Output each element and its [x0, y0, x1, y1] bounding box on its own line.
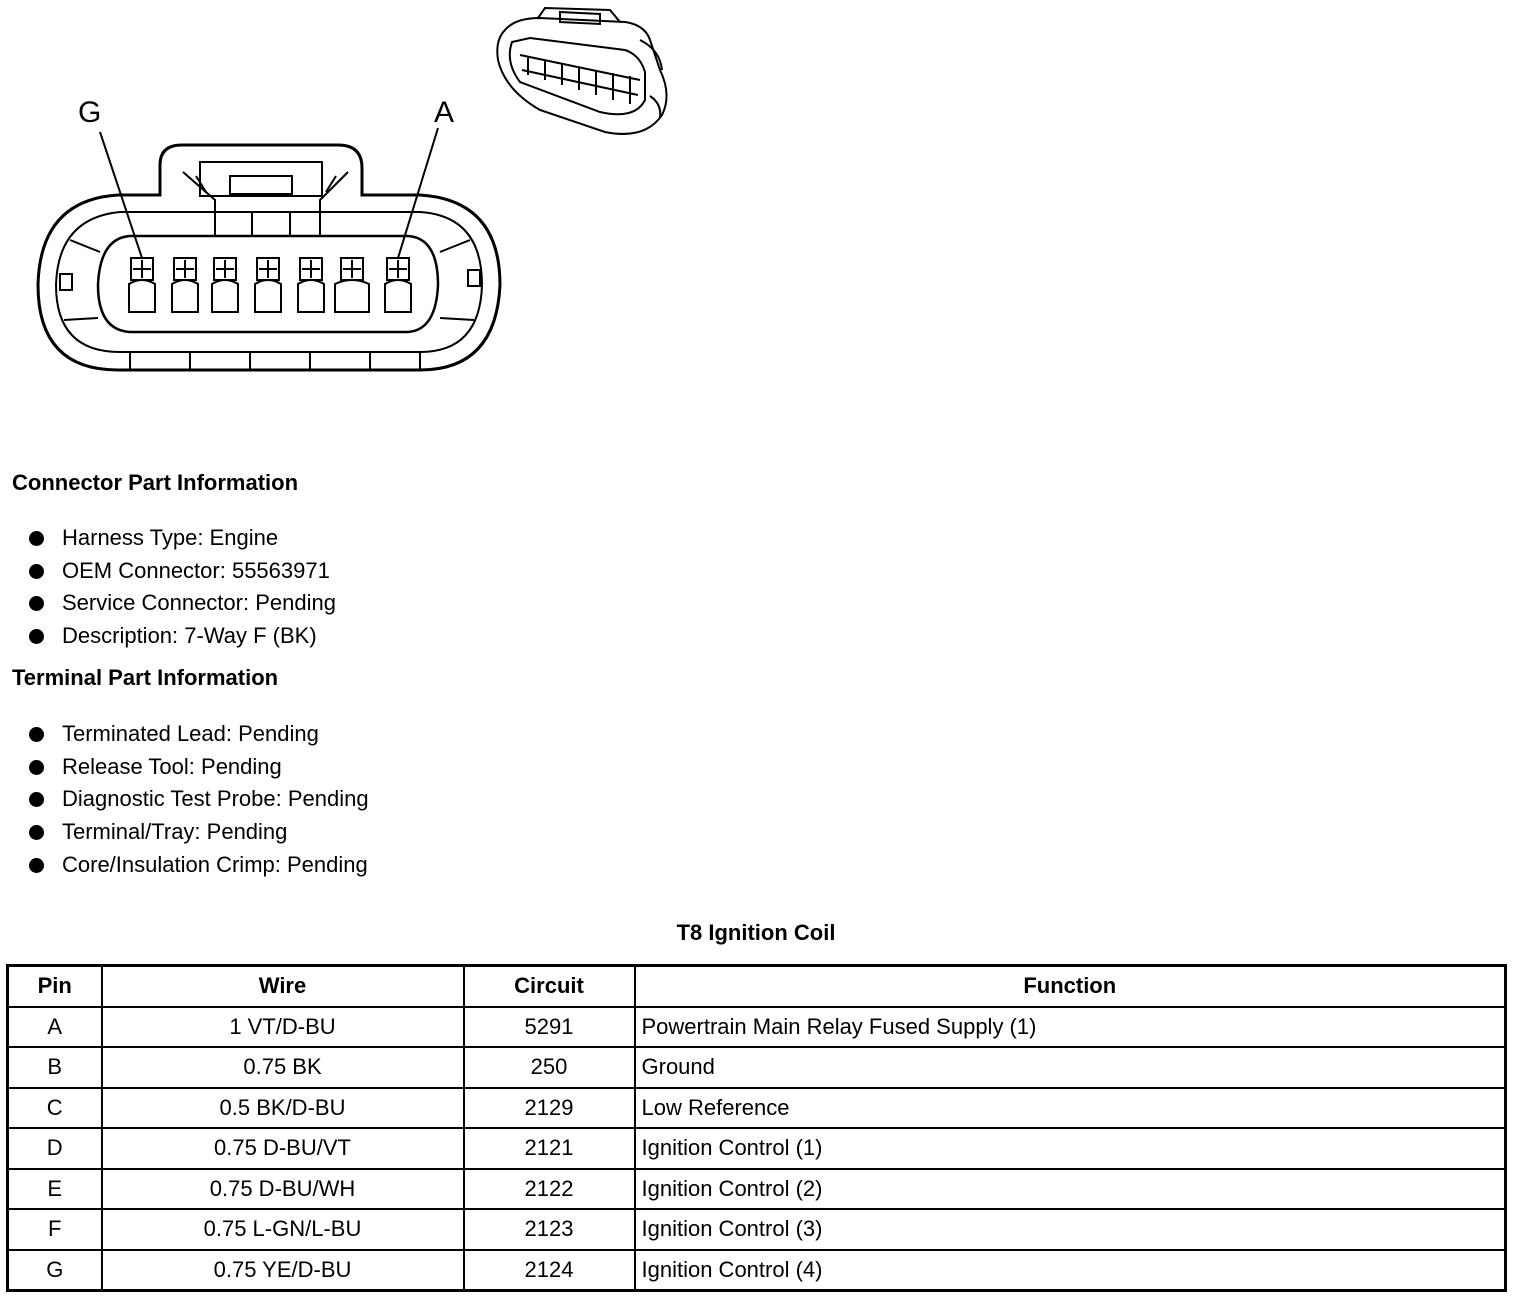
- connector-info-list: [28, 522, 336, 653]
- bullet-icon: [29, 760, 44, 775]
- pin-cavity: [255, 280, 281, 312]
- connector-isometric-view: [497, 8, 666, 134]
- list-item: Terminated Lead: Pending: [28, 718, 369, 751]
- bullet-icon: [29, 564, 44, 579]
- table-row: [8, 1047, 1506, 1088]
- cell-circuit: 2121: [464, 1128, 635, 1169]
- pin-terminal-mark: [389, 260, 407, 278]
- list-item: Service Connector: Pending: [28, 587, 336, 620]
- cell-wire: 0.75 L-GN/L-BU: [102, 1209, 464, 1250]
- table-row: [8, 1088, 1506, 1129]
- cell-circuit: 2123: [464, 1209, 635, 1250]
- bullet-icon: [29, 629, 44, 644]
- list-item: Release Tool: Pending: [28, 751, 369, 784]
- cell-wire: 0.5 BK/D-BU: [102, 1088, 464, 1129]
- pin-cavity: [129, 280, 155, 312]
- table-row: [8, 1209, 1506, 1250]
- cell-pin: G: [8, 1250, 102, 1291]
- terminal-info-list: [28, 718, 369, 881]
- cell-function: Ignition Control (1): [635, 1128, 1506, 1169]
- table-header-row: [8, 966, 1506, 1007]
- list-item: Terminal/Tray: Pending: [28, 816, 369, 849]
- column-header-wire: Wire: [102, 966, 464, 1007]
- cell-wire: 1 VT/D-BU: [102, 1007, 464, 1048]
- pin-label-a: A: [434, 96, 455, 129]
- terminal-info-title: Terminal Part Information: [12, 665, 279, 690]
- bullet-icon: [29, 727, 44, 742]
- pin-terminal-mark: [302, 260, 320, 278]
- cell-pin: B: [8, 1047, 102, 1088]
- pin-cavity: [172, 280, 198, 312]
- cell-function: Ignition Control (2): [635, 1169, 1506, 1210]
- column-header-circuit: Circuit: [464, 966, 635, 1007]
- cell-pin: F: [8, 1209, 102, 1250]
- list-item: Description: 7-Way F (BK): [28, 620, 336, 653]
- cell-circuit: 2129: [464, 1088, 635, 1129]
- cell-circuit: 5291: [464, 1007, 635, 1048]
- cell-function: Ground: [635, 1047, 1506, 1088]
- list-item: Diagnostic Test Probe: Pending: [28, 783, 369, 816]
- cell-circuit: 2124: [464, 1250, 635, 1291]
- table-row: [8, 1128, 1506, 1169]
- list-item: OEM Connector: 55563971: [28, 555, 336, 588]
- connector-face-diagram: [0, 0, 700, 400]
- column-header-pin: Pin: [8, 966, 102, 1007]
- pin-cavity: [298, 280, 324, 312]
- cell-pin: A: [8, 1007, 102, 1048]
- bullet-icon: [29, 531, 44, 546]
- bullet-icon: [29, 825, 44, 840]
- cell-function: Low Reference: [635, 1088, 1506, 1129]
- table-row: [8, 1169, 1506, 1210]
- list-item: Harness Type: Engine: [28, 522, 336, 555]
- cell-pin: C: [8, 1088, 102, 1129]
- cell-wire: 0.75 BK: [102, 1047, 464, 1088]
- cell-circuit: 250: [464, 1047, 635, 1088]
- bullet-icon: [29, 792, 44, 807]
- cell-circuit: 2122: [464, 1169, 635, 1210]
- cell-function: Powertrain Main Relay Fused Supply (1): [635, 1007, 1506, 1048]
- table-title: T8 Ignition Coil: [676, 920, 836, 945]
- bullet-icon: [29, 596, 44, 611]
- bullet-icon: [29, 858, 44, 873]
- column-header-function: Function: [635, 966, 1506, 1007]
- pin-terminal-mark: [176, 260, 194, 278]
- cell-wire: 0.75 D-BU/VT: [102, 1128, 464, 1169]
- pin-cavity: [212, 280, 238, 312]
- pin-cavity: [335, 280, 369, 312]
- table-row: [8, 1250, 1506, 1291]
- pin-terminal-mark: [259, 260, 277, 278]
- cell-wire: 0.75 YE/D-BU: [102, 1250, 464, 1291]
- pin-label-g: G: [78, 96, 102, 129]
- cell-wire: 0.75 D-BU/WH: [102, 1169, 464, 1210]
- list-item: Core/Insulation Crimp: Pending: [28, 849, 369, 882]
- pin-terminal-mark: [133, 260, 151, 278]
- cell-function: Ignition Control (3): [635, 1209, 1506, 1250]
- pinout-table: [6, 964, 1507, 1292]
- pin-cavity: [385, 280, 411, 312]
- pin-terminal-mark: [343, 260, 361, 278]
- cell-pin: E: [8, 1169, 102, 1210]
- cell-pin: D: [8, 1128, 102, 1169]
- pin-terminal-mark: [216, 260, 234, 278]
- connector-info-title: Connector Part Information: [12, 470, 299, 495]
- cell-function: Ignition Control (4): [635, 1250, 1506, 1291]
- table-row: [8, 1007, 1506, 1048]
